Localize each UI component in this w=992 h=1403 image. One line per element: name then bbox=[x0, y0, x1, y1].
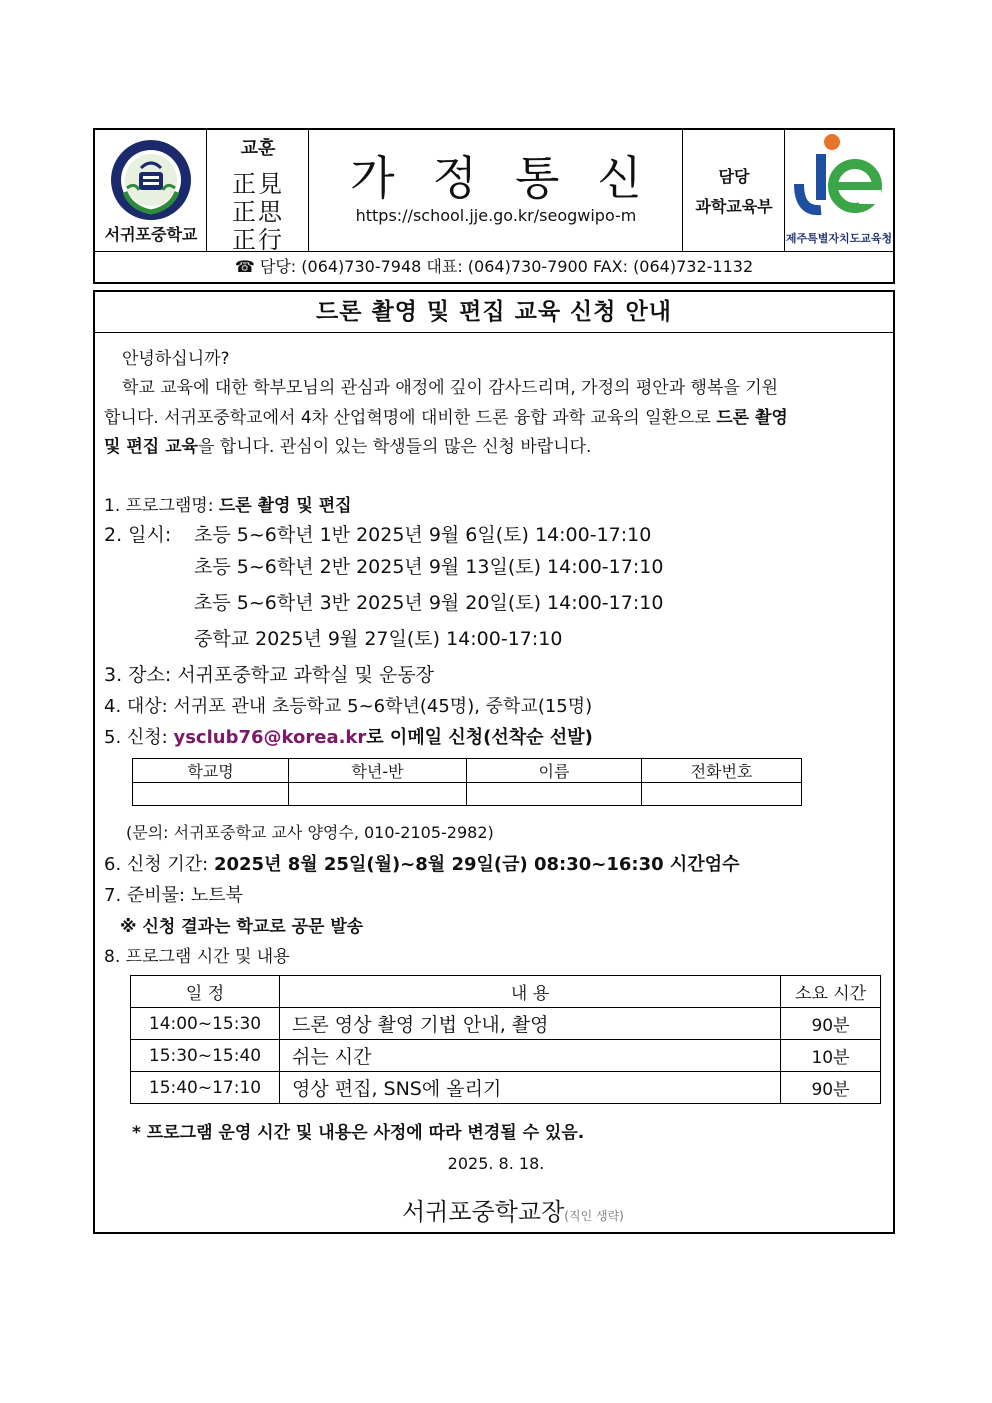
table-row bbox=[131, 1072, 881, 1104]
school-name-label: 서귀포중학교 bbox=[104, 225, 198, 244]
change-note: * 프로그램 운영 시간 및 내용은 사정에 따라 변경될 수 있음. bbox=[132, 1123, 585, 1143]
inquiry-line: (문의: 서귀포중학교 교사 양영수, 010-2105-2982) bbox=[126, 823, 494, 842]
table-row bbox=[131, 976, 881, 1008]
contact-line: ☎ 담당: (064)730-7948 대표: (064)730-7900 FAX: (064)732-1132 bbox=[234, 257, 754, 276]
principal-signature bbox=[402, 1192, 624, 1227]
schedule-line-1: 초등 5~6학년 1반 2025년 9월 6일(토) 14:00-17:10 bbox=[194, 524, 652, 546]
header-duration: 소요 시간 bbox=[781, 976, 881, 1008]
newsletter-header bbox=[93, 128, 895, 284]
intro-line-3-bold: 및 편집 교육 bbox=[104, 437, 198, 457]
intro-line-1: 학교 교육에 대한 학부모님의 관심과 애정에 깊이 감사드리며, 가정의 평안과 행복을 기원 bbox=[122, 378, 779, 398]
header-grade-class: 학년-반 bbox=[289, 759, 467, 783]
department-cell bbox=[683, 130, 785, 251]
program-schedule-table bbox=[130, 975, 881, 1104]
row-duration: 90분 bbox=[781, 1072, 881, 1104]
intro-line-2-bold: 드론 촬영 bbox=[716, 408, 788, 428]
motto-title: 교훈 bbox=[240, 138, 276, 159]
title-cell bbox=[309, 130, 683, 251]
seal-omitted-note: (직인 생략) bbox=[564, 1209, 624, 1223]
motto-line-1: 正見 bbox=[232, 170, 284, 198]
row-content: 영상 편집, SNS에 올리기 bbox=[280, 1072, 781, 1104]
intro-line-3 bbox=[104, 432, 591, 457]
motto-line-2: 正思 bbox=[232, 198, 284, 226]
row-time: 14:00~15:30 bbox=[131, 1008, 280, 1040]
school-logo-cell bbox=[95, 130, 207, 251]
header-school: 학교명 bbox=[133, 759, 289, 783]
item-6-value: 2025년 8월 25일(월)~8월 29일(금) 08:30~16:30 시간엄수 bbox=[213, 854, 740, 875]
in-charge-label: 담당 bbox=[718, 167, 750, 186]
item-5-suffix: 로 이메일 신청(선착순 선발) bbox=[366, 727, 593, 748]
grade-class-field[interactable] bbox=[289, 783, 467, 806]
row-duration: 90분 bbox=[781, 1008, 881, 1040]
item-6-label: 6. 신청 기간: bbox=[104, 854, 214, 875]
school-field[interactable] bbox=[133, 783, 289, 806]
item-application bbox=[104, 723, 593, 749]
school-url: https://school.jje.go.kr/seogwipo-m bbox=[355, 206, 637, 225]
header-content: 내 용 bbox=[280, 976, 781, 1008]
motto-line-3: 正行 bbox=[232, 226, 284, 254]
item-1-value: 드론 촬영 및 편집 bbox=[218, 496, 352, 516]
item-schedule-label: 2. 일시: bbox=[104, 524, 172, 546]
row-time: 15:40~17:10 bbox=[131, 1072, 280, 1104]
header-row bbox=[95, 130, 893, 252]
issue-date: 2025. 8. 18. bbox=[447, 1154, 545, 1173]
intro-line-3-text: 을 합니다. 관심이 있는 학생들의 많은 신청 바랍니다. bbox=[197, 437, 592, 457]
motto-cell bbox=[207, 130, 309, 254]
item-supplies: 7. 준비물: 노트북 bbox=[104, 885, 244, 906]
education-office-name: 제주특별자치도교육청 bbox=[785, 232, 893, 245]
row-content: 드론 영상 촬영 기법 안내, 촬영 bbox=[280, 1008, 781, 1040]
schedule-line-2: 초등 5~6학년 2반 2025년 9월 13일(토) 14:00-17:10 bbox=[194, 556, 664, 578]
result-note: ※ 신청 결과는 학교로 공문 발송 bbox=[120, 917, 364, 937]
phone-field[interactable] bbox=[642, 783, 802, 806]
table-row bbox=[133, 783, 802, 806]
item-location: 3. 장소: 서귀포중학교 과학실 및 운동장 bbox=[104, 664, 435, 686]
school-emblem-icon bbox=[95, 130, 207, 222]
header-phone: 전화번호 bbox=[642, 759, 802, 783]
row-duration: 10분 bbox=[781, 1040, 881, 1072]
name-field[interactable] bbox=[467, 783, 642, 806]
header-name: 이름 bbox=[467, 759, 642, 783]
item-application-period bbox=[104, 850, 739, 876]
newsletter-title: 가정통신 bbox=[350, 151, 680, 205]
schedule-line-4: 중학교 2025년 9월 27일(토) 14:00-17:10 bbox=[194, 628, 563, 650]
row-time: 15:30~15:40 bbox=[131, 1040, 280, 1072]
application-form-table bbox=[132, 758, 802, 806]
header-time: 일 정 bbox=[131, 976, 280, 1008]
table-row bbox=[133, 759, 802, 783]
application-email[interactable]: ysclub76@korea.kr bbox=[173, 727, 367, 748]
principal-name: 서귀포중학교장 bbox=[402, 1198, 565, 1226]
item-1-label: 1. 프로그램명: bbox=[104, 496, 219, 516]
intro-line-2 bbox=[104, 403, 788, 428]
greeting: 안녕하십니까? bbox=[122, 349, 230, 369]
intro-line-2-text: 합니다. 서귀포중학교에서 4차 산업혁명에 대비한 드론 융합 과학 교육의 일환으로 bbox=[104, 408, 717, 428]
item-program-time: 8. 프로그램 시간 및 내용 bbox=[104, 947, 290, 967]
item-program-name bbox=[104, 491, 352, 516]
department-name: 과학교육부 bbox=[695, 197, 773, 216]
item-5-label: 5. 신청: bbox=[104, 727, 174, 748]
table-row bbox=[131, 1040, 881, 1072]
row-content: 쉬는 시간 bbox=[280, 1040, 781, 1072]
office-logo-cell bbox=[785, 130, 893, 251]
item-target: 4. 대상: 서귀포 관내 초등학교 5~6학년(45명), 중학교(15명) bbox=[104, 696, 593, 717]
table-row bbox=[131, 1008, 881, 1040]
education-office-logo-icon bbox=[785, 130, 893, 230]
schedule-line-3: 초등 5~6학년 3반 2025년 9월 20일(토) 14:00-17:10 bbox=[194, 592, 664, 614]
notice-title: 드론 촬영 및 편집 교육 신청 안내 bbox=[95, 292, 893, 333]
